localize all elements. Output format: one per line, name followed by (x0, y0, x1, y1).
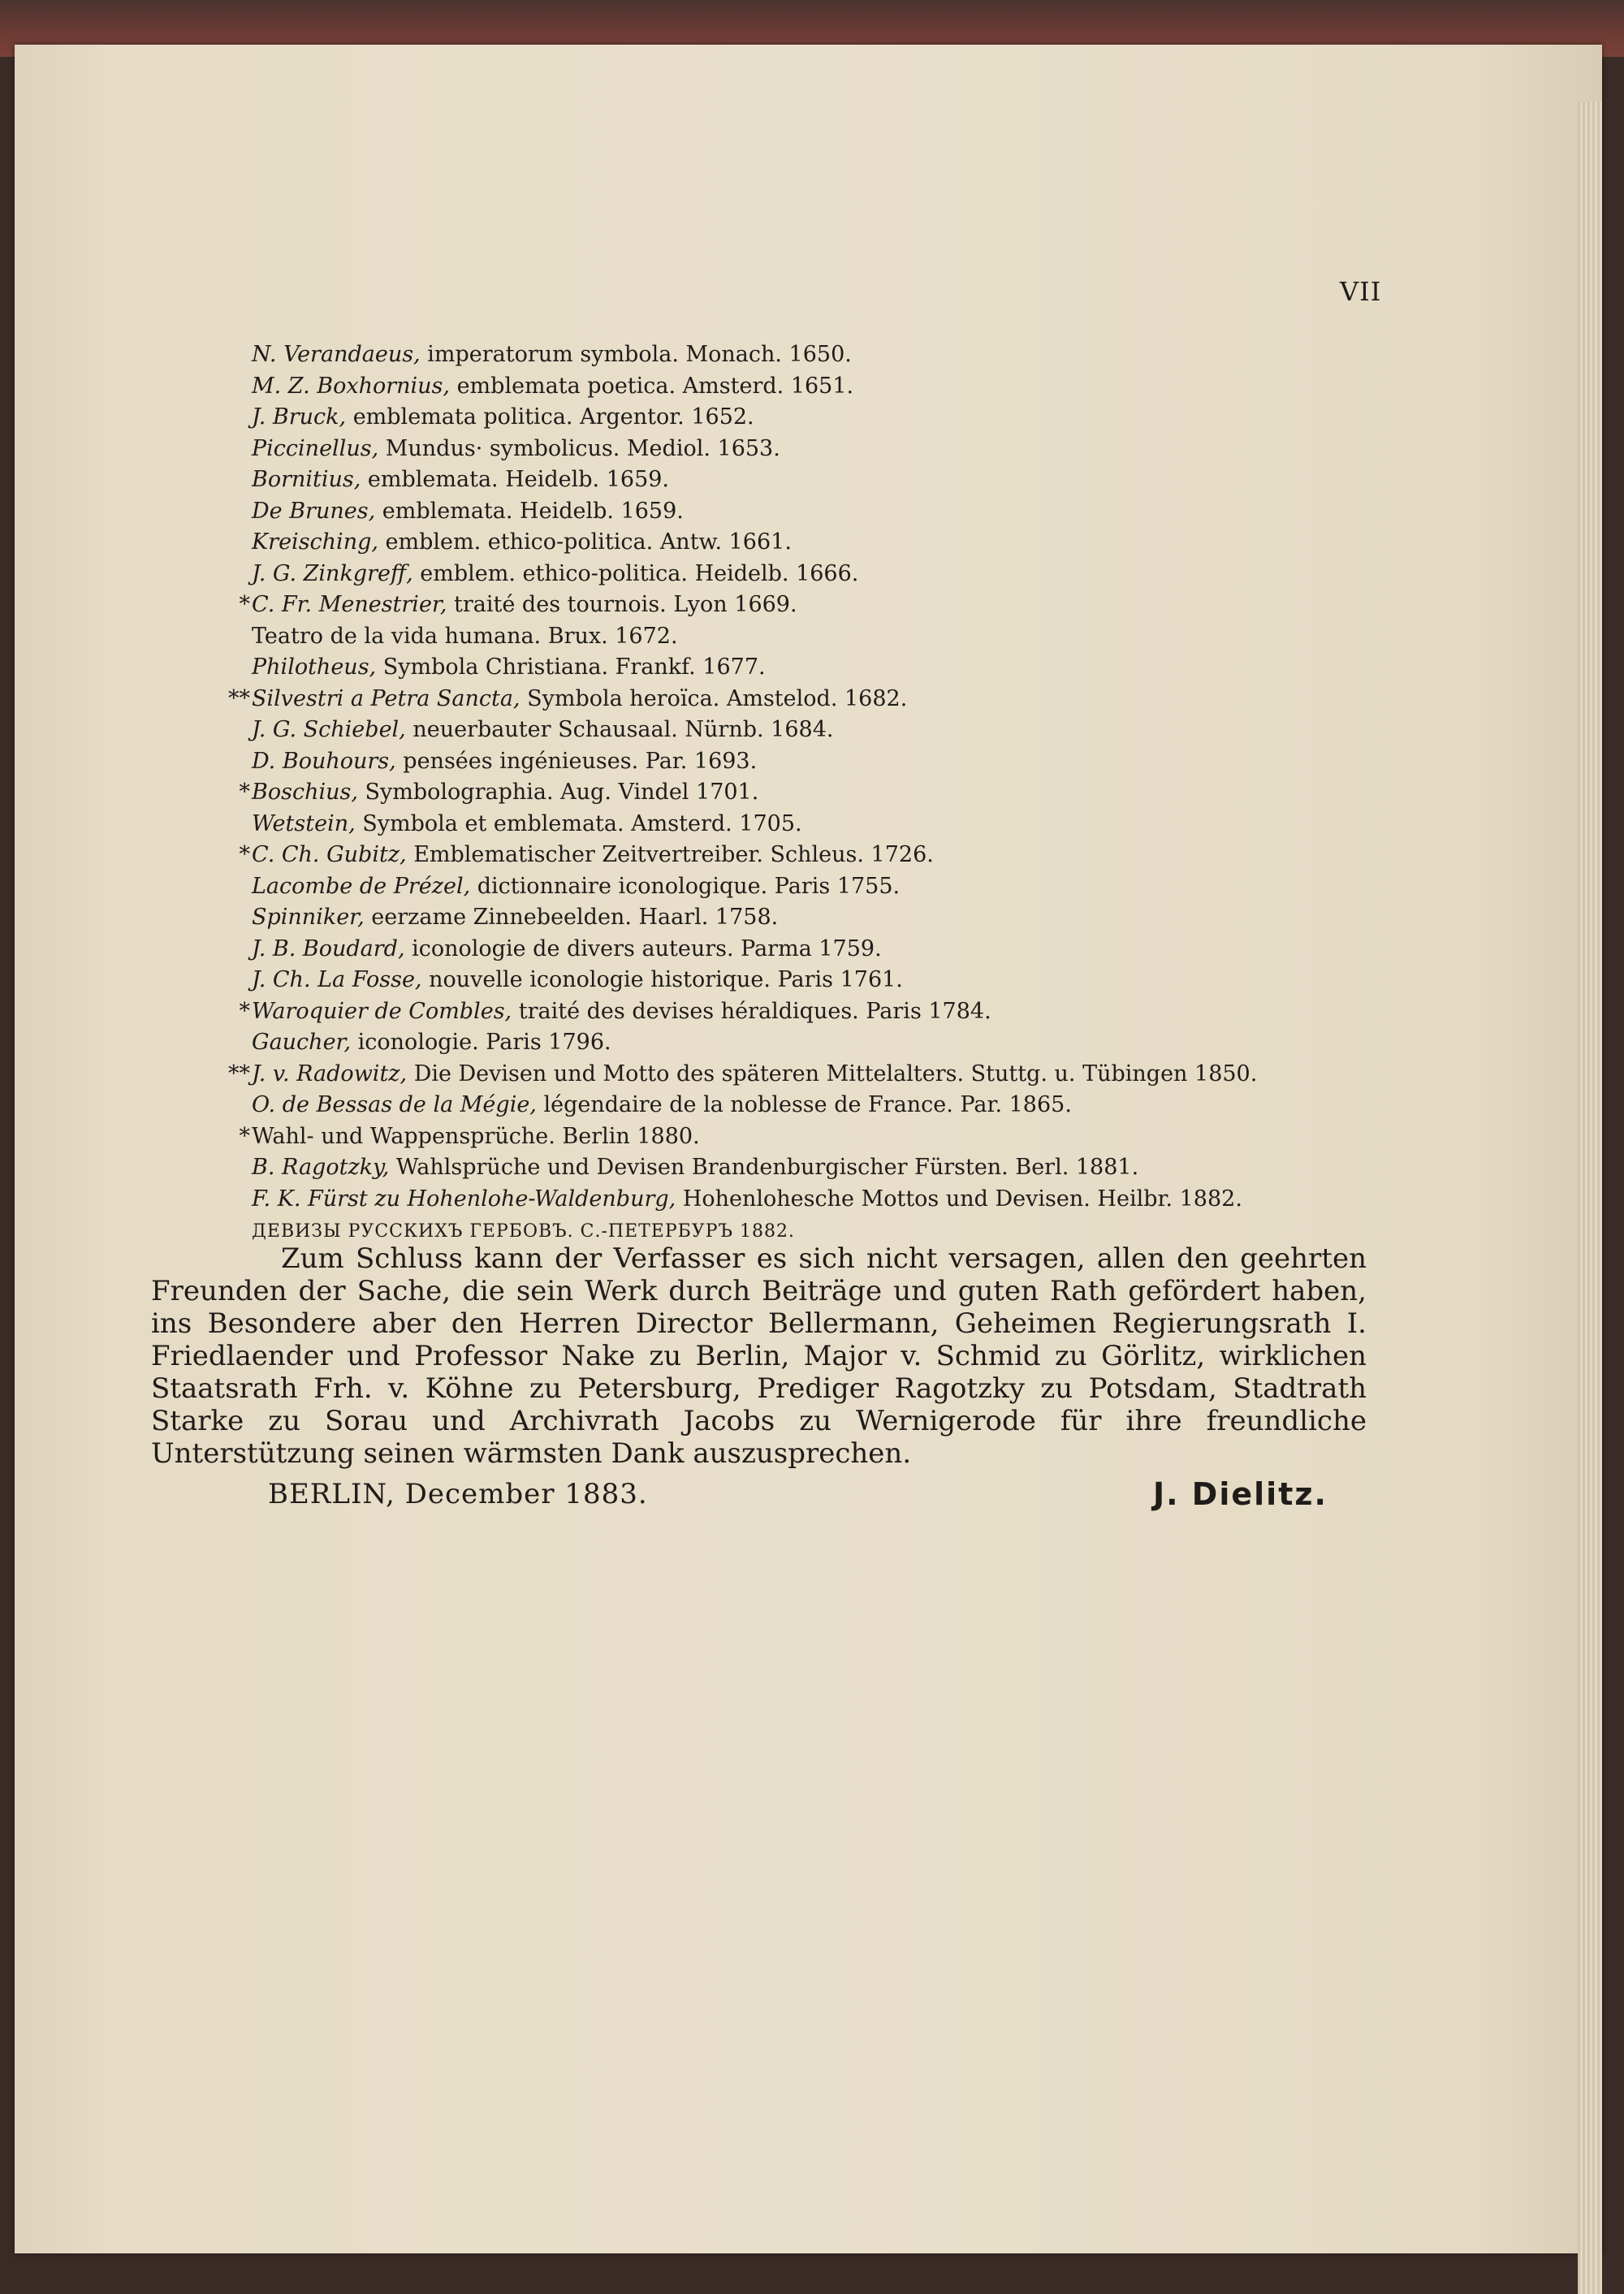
bibliography-entry (228, 1059, 1389, 1091)
entry-details: iconologie. Paris 1796. (351, 1030, 611, 1055)
entry-details: Symbola Christiana. Frankf. 1677. (376, 655, 766, 680)
entry-author: Lacombe de Prézel, (252, 873, 471, 899)
bibliography-entry (239, 996, 1389, 1028)
entry-details: dictionnaire iconologique. Paris 1755. (470, 873, 901, 899)
entry-author: Bornitius, (252, 467, 361, 492)
entry-details: Symbola et emblemata. Amsterd. 1705. (355, 810, 802, 836)
entry-details: emblemata. Heidelb. 1659. (361, 467, 670, 492)
bibliography-entry-russian (252, 1215, 1389, 1246)
entry-author: J. Bruck, (252, 404, 347, 430)
entry-marker: ** (228, 685, 250, 711)
bibliography-entry (252, 809, 1389, 840)
entry-author: J. v. Radowitz, (252, 1061, 408, 1087)
entry-author: J. B. Boudard, (252, 935, 405, 961)
entry-marker: * (239, 1123, 250, 1149)
entry-author: C. Fr. Menestrier, (252, 592, 447, 617)
entry-author: Waroquier de Combles, (252, 998, 512, 1024)
entry-details: traité des devises héraldiques. Paris 1784. (512, 998, 991, 1024)
bibliography-entry (252, 1152, 1389, 1184)
entry-details: emblem. ethico-politica. Heidelb. 1666. (412, 560, 859, 586)
entry-details: imperatorum symbola. Monach. 1650. (420, 342, 852, 367)
entry-author: D. Bouhours, (252, 748, 396, 774)
entry-marker: * (239, 842, 250, 867)
bibliography-entry (252, 902, 1389, 934)
entry-details: emblem. ethico-politica. Antw. 1661. (378, 529, 792, 555)
entry-author: F. K. Fürst zu Hohenlohe-Waldenburg, (252, 1186, 676, 1212)
bibliography-entry (252, 402, 1389, 434)
entry-marker: * (239, 592, 250, 617)
bibliography-entry (252, 871, 1389, 903)
bibliography-entry (252, 559, 1389, 590)
page-number: VII (1340, 276, 1382, 307)
entry-author: N. Verandaeus, (252, 342, 421, 367)
entry-author: De Brunes, (252, 498, 376, 524)
entry-details: pensées ingénieuses. Par. 1693. (395, 748, 758, 774)
bibliography-entry (252, 496, 1389, 528)
entry-author: C. Ch. Gubitz, (252, 842, 407, 867)
entry-details: eerzame Zinnebeelden. Haarl. 1758. (364, 905, 779, 930)
entry-details: Wahl- und Wappensprüche. Berlin 1880. (252, 1123, 700, 1149)
entry-author: J. G. Zinkgreff, (252, 560, 413, 586)
closing-paragraph: Zum Schluss kann der Verfasser es sich nicht versagen, allen den geehrten Freunden der Sache, die sein Werk durch Beiträge und guten Rath gefördert haben, ins Besondere aber den Herren Director Bellermann, Geheimen Regierungsrath I. Friedlaender und Professor Nake zu Berlin, Major v. Schmid zu Görlitz, wirklichen Staatsrath Frh. v. Köhne zu Petersburg, Prediger Ragotzky zu Potsdam, Stadtrath Starke zu Sorau und Archivrath Jacobs zu Wernigerode für ihre freundliche Unterstützung seinen wärmsten Dank auszusprechen. (151, 1242, 1367, 1470)
bibliography-entry (252, 1090, 1389, 1121)
page-edges (1578, 102, 1602, 2294)
entry-author: Silvestri a Petra Sancta, (252, 685, 520, 711)
entry-details: iconologie de divers auteurs. Parma 1759. (404, 935, 882, 961)
bibliography-entry (252, 1027, 1389, 1059)
entry-author: Gaucher, (252, 1030, 352, 1055)
entry-details: Die Devisen und Motto des späteren Mittelalters. Stuttg. u. Tübingen 1850. (407, 1061, 1258, 1087)
entry-details: Emblematischer Zeitvertreiber. Schleus. 1726. (406, 842, 934, 867)
entry-details: nouvelle iconologie historique. Paris 1761. (421, 967, 903, 992)
entry-details: Symbola heroïca. Amstelod. 1682. (520, 685, 908, 711)
bibliography-entry (239, 777, 1389, 809)
entry-author: Boschius, (252, 780, 358, 805)
bibliography-list (228, 339, 1389, 1246)
entry-details: emblemata politica. Argentor. 1652. (346, 404, 754, 430)
entry-details: Hohenlohesche Mottos und Devisen. Heilbr. 1882. (676, 1186, 1242, 1212)
entry-author: Kreisching, (252, 529, 378, 555)
entry-details: légendaire de la noblesse de France. Par. 1865. (536, 1092, 1072, 1117)
entry-marker: * (239, 998, 250, 1024)
entry-details: emblemata poetica. Amsterd. 1651. (450, 373, 854, 399)
entry-author: J. Ch. La Fosse, (252, 967, 422, 992)
bibliography-entry (239, 1121, 1389, 1153)
bibliography-entry (239, 590, 1389, 621)
bibliography-entry (252, 527, 1389, 559)
bibliography-entry (252, 746, 1389, 778)
bibliography-entry (252, 621, 1389, 653)
bibliography-entry (252, 934, 1389, 966)
bibliography-entry (252, 464, 1389, 496)
entry-marker: ** (228, 1061, 250, 1087)
entry-author: B. Ragotzky, (252, 1155, 390, 1180)
entry-author: M. Z. Boxhornius, (252, 373, 450, 399)
entry-details: Teatro de la vida humana. Brux. 1672. (252, 623, 678, 649)
bibliography-entry (252, 965, 1389, 996)
author-signature: J. Dielitz. (1153, 1476, 1328, 1512)
bibliography-entry (252, 1184, 1389, 1216)
bibliography-entry (239, 840, 1389, 871)
entry-author: Philotheus, (252, 655, 377, 680)
entry-details: traité des tournois. Lyon 1669. (447, 592, 797, 617)
bibliography-entry (228, 684, 1389, 715)
entry-author: Spinniker, (252, 905, 365, 930)
entry-details: Mundus· symbolicus. Mediol. 1653. (378, 435, 780, 461)
bibliography-entry (252, 339, 1389, 371)
entry-author: Wetstein, (252, 810, 356, 836)
entry-details: Wahlsprüche und Devisen Brandenburgischer Fürsten. Berl. 1881. (389, 1155, 1139, 1180)
entry-marker: * (239, 780, 250, 805)
bibliography-entry (252, 715, 1389, 746)
entry-author: O. de Bessas de la Mégie, (252, 1092, 537, 1117)
bibliography-entry (252, 371, 1389, 403)
bibliography-entry (252, 652, 1389, 684)
entry-details: Symbolographia. Aug. Vindel 1701. (357, 780, 759, 805)
entry-author: Piccinellus, (252, 435, 379, 461)
russian-title: ДЕВИЗЫ РУССКИХЪ ГЕРБОВЪ. (252, 1221, 574, 1242)
russian-place: С.-ПЕТЕРБУРЪ 1882. (573, 1221, 795, 1242)
entry-author: J. G. Schiebel, (252, 717, 406, 742)
entry-details: emblemata. Heidelb. 1659. (375, 498, 684, 524)
place-date: BERLIN, December 1883. (268, 1478, 648, 1510)
bibliography-entry (252, 434, 1389, 465)
entry-details: neuerbauter Schausaal. Nürnb. 1684. (405, 717, 834, 742)
